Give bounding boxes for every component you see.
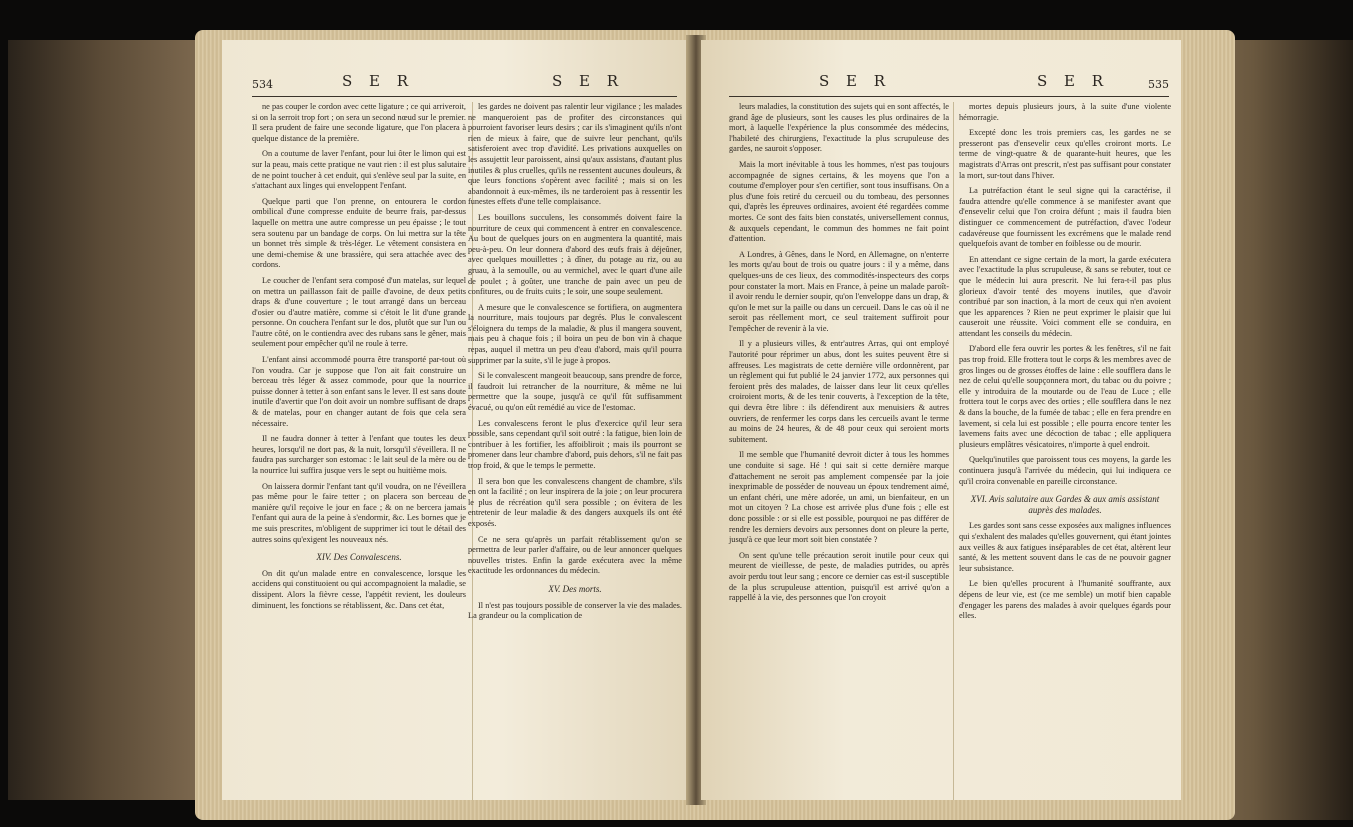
paragraph: On dit qu'un malade entre en convalescence, lorsque les accidens qui constituoient ou qui accompagnoient la maladie, se dissipent. Alors la fièvre cesse, l'appétit revient, les douleurs diminuent, les fonctions se rétablissent, &c. Dans cet état, xyxy=(252,568,466,610)
paragraph: Il me semble que l'humanité devroit dicter à tous les hommes une conduite si sage. Hé ! qui sait si cette dernière marque d'attachement ne seroit pas amplement compensée par la joie inexprimable de posséder de nouveau un époux tendrement aimé, un enfant chéri, une mère adorée, un ami, un bienfaiteur, en un mot un citoyen ? La chose est arrivée plus d'une fois ; elle est donc possible : or si elle est possible, pourquoi ne pas différer de rendre les derniers devoirs aux personnes dont on pleure la perte, jusqu'à ce que leur mort soit bien constatée ? xyxy=(729,450,949,545)
paragraph: La putréfaction étant le seul signe qui la caractérise, il faudra attendre qu'elle commence à se manifester avant que d'ensevelir celui que l'on croira défunt ; mais il faudra bien distinguer ce commencement de putréfaction, d'avec l'odeur cadavéreuse que fournissent les excrémens que le malade rend quelquefois avant de tomber en foiblesse ou de mourir. xyxy=(959,186,1171,249)
right-page xyxy=(701,40,1181,800)
left-page-column-2 xyxy=(468,102,682,627)
running-head-left-col1: S E R xyxy=(342,72,415,90)
right-page-header xyxy=(729,70,1169,98)
running-head-right-col1: S E R xyxy=(819,72,892,90)
paragraph: Les convalescens feront le plus d'exercice qu'il leur sera possible, sans cependant qu'il soit outré : la fatigue, bien loin de contribuer à les fortifier, les affoibliroit ; mais ils pourront se promener dans leur chambre d'abord, puis dehors, s'il ne fait pas trop froid, & que le temps le permette. xyxy=(468,418,682,470)
paragraph: L'enfant ainsi accommodé pourra être transporté par-tout où l'on voudra. Car je suppose que l'on ait fait construire un berceau très léger & assez commode, pour que la nourrice puisse donner à tetter à son enfant sans le lever. Il est sans doute inutile d'avertir que l'on doit avoir un nombre suffisant de draps & de matelas, pour en changer autant de fois que cela sera nécessaire. xyxy=(252,355,466,428)
paragraph: Ce ne sera qu'après un parfait rétablissement qu'on se permettra de leur parler d'affaire, ou de leur annoncer quelques nouvelles tristes. Enfin la garde exécutera avec la même exactitude les ordonnances du médecin. xyxy=(468,534,682,576)
left-page-column-1 xyxy=(252,102,466,616)
paragraph: On a coutume de laver l'enfant, pour lui ôter le limon qui est sur la peau, mais cette pratique ne vaut rien : il est plus salutaire de ne point toucher à cet enduit, qui s'enlève seul par la suite, en s'attachant aux linges qui enveloppent l'enfant. xyxy=(252,149,466,191)
paragraph: Quelque parti que l'on prenne, on entourera le cordon ombilical d'une compresse enduite de beurre frais, par-dessus laquelle on mettra une autre compresse un peu épaisse ; le tout sera soutenu par un bandage de corps. On lui mettra sur la tête un bonnet très simple & très-léger. Le vêtement consistera en une demi-chemise & une brassière, qui sera attachée avec des cordons. xyxy=(252,196,466,270)
header-rule-right xyxy=(729,96,1169,97)
page-number-left: 534 xyxy=(252,78,273,91)
left-page-header xyxy=(252,70,672,98)
column-divider xyxy=(953,102,954,800)
section-heading: XIV. Des Convalescens. xyxy=(316,552,402,563)
paragraph: A Londres, à Gênes, dans le Nord, en Allemagne, on n'enterre les morts qu'au bout de trois ou quatre jours : il y a même, dans quelques-uns de ces lieux, des commodités-inspecteurs des corps pour constater la mort. Mais en France, à peine un malade paroît-il avoir rendu le dernier soupir, qu'on l'enveloppe dans un drap, & qu'on le met sur la paille ou dans un cercueil. Dans le cas où il ne seroit pas réellement mort, ce seul traitement suffiroit pour l'empêcher de revenir à la vie. xyxy=(729,249,949,333)
header-rule-left xyxy=(252,96,677,97)
paragraph: A mesure que le convalescence se fortifiera, on augmentera la nourriture, mais toujours par degrés. Plus le convalescent s'éloignera du temps de la maladie, & plus il mangera souvent, mais peu à chaque fois ; il boira un peu de bon vin à chaque repas, auquel il mettra un peu d'eau d'abord, mais qu'il pourra supprimer par la suite, s'il le juge à propos. xyxy=(468,302,682,365)
paragraph: En attendant ce signe certain de la mort, la garde exécutera avec l'exactitude la plus scrupuleuse, & sans se rebuter, tout ce que le médecin lui aura prescrit. Ne lui fera-t-il pas plus glorieux d'avoir tenté des moyens inutiles, que d'avoir contribué par son inaction, à la mort de ceux qui n'en avoient que les apparences ? Rien ne peut exprimer le plaisir que lui causeroit une réussite. Voici comment elle se conduira, en attendant les conseils du médecin. xyxy=(959,254,1171,338)
paragraph: Il y a plusieurs villes, & entr'autres Arras, qui ont employé l'autorité pour réprimer un abus, dont les suites peuvent être si affreuses. Les magistrats de cette dernière ville ordonnèrent, par un règlement qui fut publié le 24 janvier 1772, aux personnes qui feroient près des malades, de laisser dans leur lit ceux qu'elles croiroient morts, & de les tenir couverts, à l'exception de la tête, qui devra être libre : ils défendirent aux menuisiers & autres ouvriers, de renfermer les corps dans les cercueils avant le terme au moins de 24 heures, & de 48 pour ceux qui seroient morts subitement. xyxy=(729,339,949,444)
paragraph: Le bien qu'elles procurent à l'humanité souffrante, aux dépens de leur vie, est (ce me semble) un motif bien capable d'engager les parens des malades à avoir quelques égards pour elles. xyxy=(959,579,1171,621)
paragraph: mortes depuis plusieurs jours, à la suite d'une violente hémorragie. xyxy=(959,102,1171,122)
paragraph: On laissera dormir l'enfant tant qu'il voudra, on ne l'éveillera pas même pour le faire tetter ; on placera son berceau de manière qu'il reçoive le jour en face ; & on ne bercera jamais l'enfant qui aura de la peine à s'endormir, &c. Les bornes que je me suis prescrites, m'obligent de supprimer ici tout le détail des autres soins qu'exigent les nouveaux nés. xyxy=(252,481,466,544)
paragraph: Le coucher de l'enfant sera composé d'un matelas, sur lequel on mettra un paillasson fait de paille d'avoine, de deux petits draps & d'une couverture ; le tout arrangé dans un berceau d'osier ou d'autre matière, comme si c'étoit le lit d'une grande personne. On couchera l'enfant sur le dos, plutôt que sur l'un ou l'autre côté, on le contiendra avec des rubans sans le gêner, mais seulement pour empêcher qu'il ne roule à terre. xyxy=(252,275,466,349)
paragraph: les gardes ne doivent pas ralentir leur vigilance ; les malades ne manqueroient pas de profiter des circonstances qui pourroient favoriser leurs desirs ; car ils s'imaginent qu'ils n'ont rien de mieux à faire, que de suivre leur penchant, qu'ils satisferoient avec trop d'avidité. Les privations auxquelles on les assujettit leur paroissent, ainsi qu'aux assistans, d'autant plus inutiles & plus cruelles, qu'ils ne ressentent aucunes douleurs, & que leurs fonctions s'opèrent avec facilité ; mais si on les abandonnoit à eux-mêmes, ils ne tarderoient pas à ressentir les funestes effets d'une telle complaisance. xyxy=(468,102,682,207)
paragraph: Il n'est pas toujours possible de conserver la vie des malades. La grandeur ou la complication de xyxy=(468,600,682,621)
paragraph: Mais la mort inévitable à tous les hommes, n'est pas toujours accompagnée de signes certains, & les moyens que l'on a coutume d'employer pour s'en certifier, sont tous insuffisans. On a plus d'une fois retiré du cercueil ou du tombeau, des personnes qui, d'après les épreuves ordinaires, avoient été regardées comme mortes. Ce sont des faits bien constatés, universellement connus, & auxquels cependant, le commun des hommes ne fait point d'attention. xyxy=(729,159,949,244)
paragraph: D'abord elle fera ouvrir les portes & les fenêtres, s'il ne fait pas trop froid. Elle frottera tout le corps & les membres avec de gros linges ou de grosses étoffes de laine : elle soufflera dans le nez de celui qu'elle soupçonnera mort, du tabac ou du poivre ; elle y introduira de la moutarde ou de l'eau de Luce ; elle frottera tout le corps avec des orties ; elle soufflera dans le nez & dans la bouche, de la fumée de tabac ; elle en fera prendre en lavement, si cela lui est possible ; elle pourra encore tenter les lavemens faits avec une décoction de tabac ; elle appliquera plusieurs emplâtres vésicatoires, n'importe à quel endroit. xyxy=(959,344,1171,449)
section-heading: XV. Des morts. xyxy=(548,583,602,594)
page-number-right: 535 xyxy=(1148,78,1169,91)
paragraph: Excepté donc les trois premiers cas, les gardes ne se presseront pas d'ensevelir ceux qu'elles croiront morts. Le terme de vingt-quatre & de quarante-huit heures, que les magistrats d'Arras ont prescrit, n'est pas suffisant pour constater la mort, sur-tout dans l'hiver. xyxy=(959,128,1171,180)
right-page-column-1 xyxy=(729,102,949,609)
running-head-right-col2: S E R xyxy=(1037,72,1110,90)
paragraph: On sent qu'une telle précaution seroit inutile pour ceux qui meurent de vieillesse, de peste, de maladies putrides, ou après avoir perdu tout leur sang ; encore ce dernier cas est-il susceptible de la plus scrupuleuse attention, puisqu'il est arrivé qu'on a rappellé à la vie, des personnes que l'on croyoit xyxy=(729,550,949,603)
paragraph: Il ne faudra donner à tetter à l'enfant que toutes les deux heures, lorsqu'il ne dort pas, & la nuit, lorsqu'il s'éveillera. Il ne faudra pas surcharger son estomac : le lait seul de la mère ou de la nourrice lui suffira jusque vers le sept ou huitième mois. xyxy=(252,434,466,475)
left-page xyxy=(222,40,689,800)
paragraph: Quelqu'inutiles que paroissent tous ces moyens, la garde les continuera jusqu'à l'arrivée du médecin, qui lui indiquera ce qu'il croira convenable en pareille circonstance. xyxy=(959,455,1171,486)
running-head-left-col2: S E R xyxy=(552,72,625,90)
paragraph: Il sera bon que les convalescens changent de chambre, s'ils en ont la facilité ; on leur inspirera de la joie ; on leur procurera le plus de récréation qu'il sera possible ; on évitera de les entretenir de leur maladie & des dangers auxquels ils ont été exposés. xyxy=(468,476,682,528)
paragraph: leurs maladies, la constitution des sujets qui en sont affectés, le grand âge de plusieurs, sont les causes les plus ordinaires de la mort, à laquelle l'expérience la plus consommée des médecins, l'habileté des chirurgiens, l'exactitude la plus scrupuleuse des gardes, ne sauroit s'opposer. xyxy=(729,102,949,154)
paragraph: Les bouillons succulens, les consommés doivent faire la nourriture de ceux qui commencent à entrer en convalescence. Au bout de quelques jours on en augmentera la quantité, mais peu-à-peu. On leur donnera d'abord des œufs frais à déjeûner, avec quelques mouillettes ; à dîner, du potage au riz, ou au gruau, à la semoulle, ou au vermichel, avec le quart d'une aile de poulet ; à goûter, une tranche de pain avec un peu de confitures, ou de fruits cuits ; le soir, une soupe seulement. xyxy=(468,212,682,297)
section-heading: XVI. Avis salutaire aux Gardes & aux amis assistant auprès des malades. xyxy=(970,494,1160,515)
paragraph: ne pas couper le cordon avec cette ligature ; ce qui arriveroit, si on la serroit trop fort ; on sera un second nœud sur le premier. Il sera prudent de faire une seconde ligature, que l'on placera à quelque distance de la première. xyxy=(252,102,466,143)
paragraph: Les gardes sont sans cesse exposées aux malignes influences qui s'exhalent des malades qu'elles gouvernent, qui étant jointes aux veilles & aux fatigues inséparables de cet état, altèrent leur santé, & les mettent souvent dans le cas de ne pouvoir gagner leur subsistance. xyxy=(959,521,1171,573)
paragraph: Si le convalescent mangeoit beaucoup, sans prendre de force, il faudroit lui retrancher de la nourriture, & même ne lui permettre que la soupe, jusqu'à ce qu'il fût suffisamment évacué, ou qu'on eût remédié au vice de l'estomac. xyxy=(468,371,682,413)
right-page-column-2 xyxy=(959,102,1171,627)
